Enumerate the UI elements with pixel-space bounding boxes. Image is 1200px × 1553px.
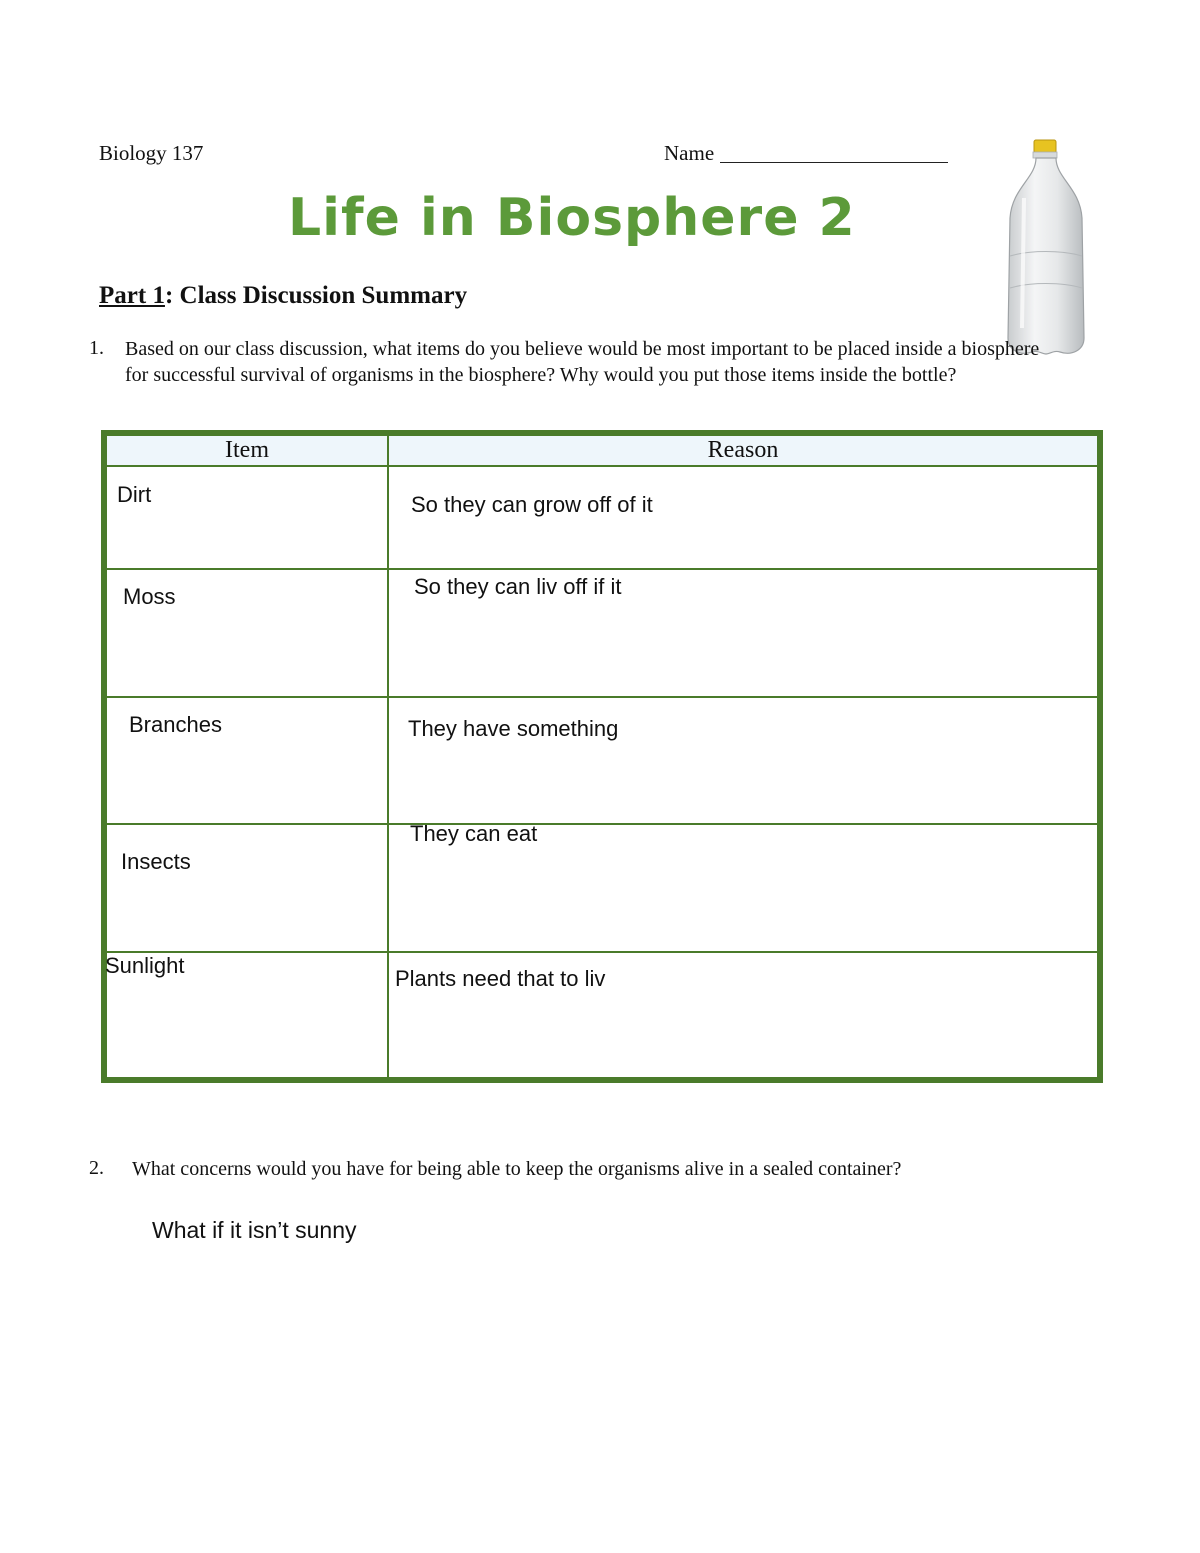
course-label: Biology 137 — [99, 141, 204, 165]
answer-table — [101, 430, 1103, 1083]
reason-text: So they can liv off if it — [414, 573, 622, 599]
bottle-image — [1000, 138, 1092, 360]
reason-text: They can eat — [410, 821, 538, 847]
item-text: Moss — [123, 583, 176, 609]
item-column-header: Item — [104, 433, 388, 466]
reason-cell[interactable] — [388, 569, 1100, 697]
item-text: Dirt — [117, 482, 152, 508]
question-1-text: Based on our class discussion, what items do you believe would be most important to be placed inside a biosphere for successful survival of organisms in the biosphere? Why would you put those items inside the bottle? — [125, 338, 1040, 386]
page-title: Life in Biosphere 2 — [288, 188, 856, 248]
item-cell[interactable] — [104, 697, 388, 825]
reason-cell[interactable] — [388, 466, 1100, 568]
question-2-number: 2. — [89, 1157, 104, 1179]
table-header-row — [104, 433, 1100, 466]
reason-cell[interactable] — [388, 821, 1100, 952]
item-text: Insects — [121, 849, 191, 875]
item-text: Branches — [129, 711, 222, 737]
item-text: Sunlight — [105, 953, 185, 979]
reason-text: So they can grow off of it — [411, 492, 653, 518]
question-2-text: What concerns would you have for being able to keep the organisms alive in a sealed container? — [132, 1158, 902, 1180]
item-cell[interactable] — [104, 466, 388, 568]
question-1-number: 1. — [89, 337, 104, 359]
table-row — [104, 466, 1100, 568]
part-title: Class Discussion Summary — [179, 282, 468, 309]
table-row — [104, 697, 1100, 825]
item-cell[interactable] — [104, 952, 388, 1080]
item-cell[interactable] — [104, 824, 388, 952]
reason-cell[interactable] — [388, 952, 1100, 1080]
reason-text: They have something — [408, 715, 619, 741]
item-cell[interactable] — [104, 569, 388, 697]
table-row — [104, 569, 1100, 697]
name-input-line[interactable] — [720, 162, 948, 163]
name-label: Name — [664, 141, 715, 165]
table-row — [104, 824, 1100, 952]
reason-column-header: Reason — [388, 433, 1100, 466]
reason-cell[interactable] — [388, 697, 1100, 825]
table-row — [104, 952, 1100, 1080]
part-label: Part 1 — [99, 282, 165, 309]
reason-text: Plants need that to liv — [395, 966, 606, 992]
part-colon: : — [164, 282, 174, 309]
part-heading — [99, 282, 467, 310]
question-2-answer[interactable]: What if it isn’t sunny — [152, 1217, 357, 1243]
